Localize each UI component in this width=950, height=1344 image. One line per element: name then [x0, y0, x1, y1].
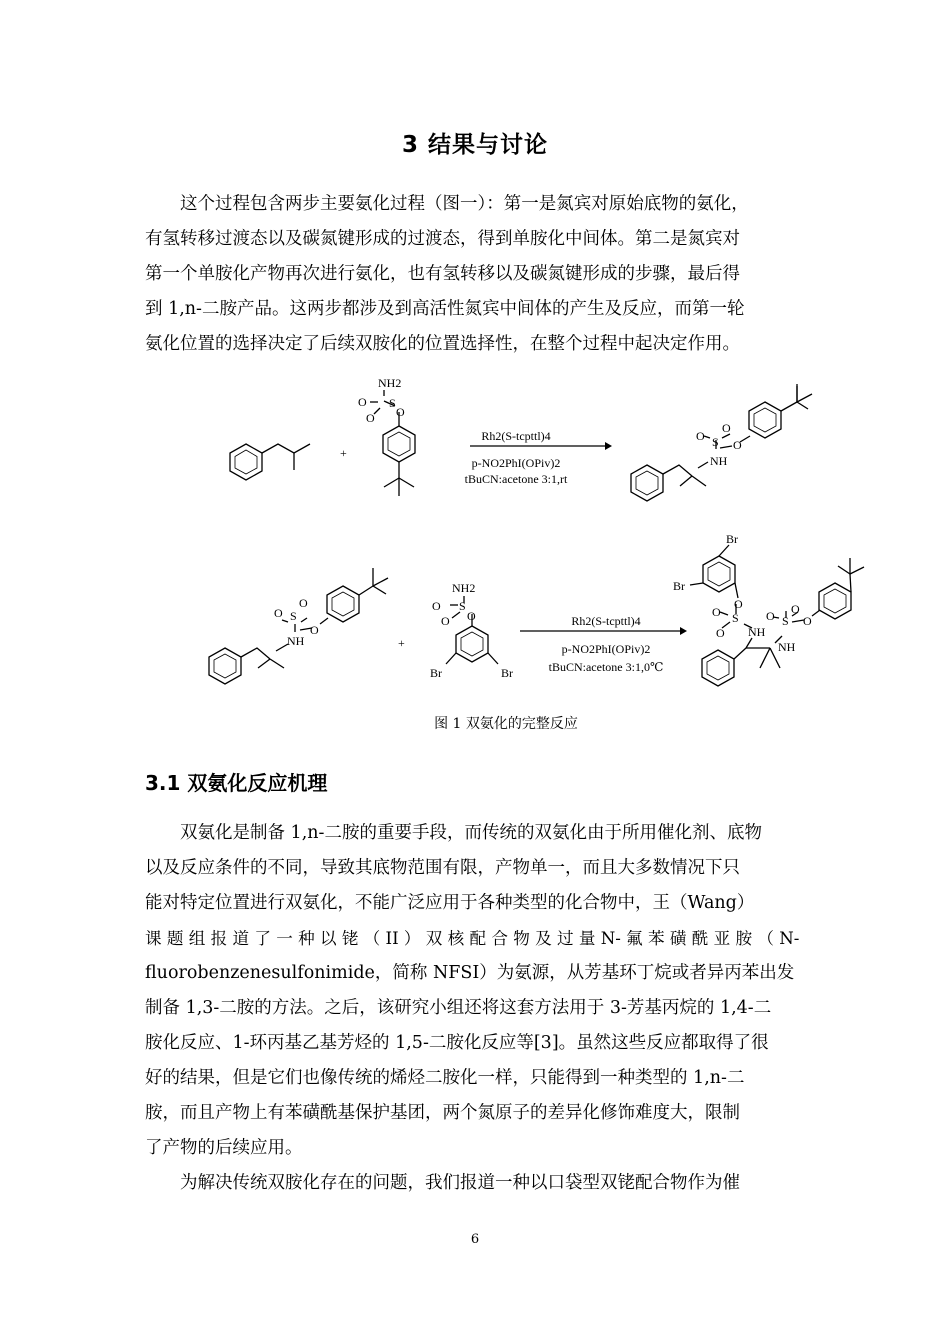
text-line: 为解决传统双胺化存在的问题，我们报道一种以口袋型双铑配合物作为催: [180, 1173, 740, 1193]
atom-label: NH: [778, 640, 796, 654]
atom-label: O: [366, 411, 375, 425]
text-line: 氨化位置的选择决定了后续双胺化的位置选择性，在整个过程中起决定作用。: [145, 334, 740, 354]
atom-label: Br: [673, 579, 685, 593]
atom-label: Br: [501, 666, 513, 680]
condition-catalyst: Rh2(S-tcpttl)4: [571, 614, 641, 628]
text-line: 双氨化是制备 1,n-二胺的重要手段，而传统的双氨化由于所用催化剂、底物: [180, 823, 762, 843]
figure-caption: 图 1 双氨化的完整反应: [434, 716, 578, 732]
atom-label: S: [389, 396, 396, 410]
plus-sign: +: [398, 636, 405, 650]
intro-paragraph: [145, 187, 810, 362]
atom-label: O: [274, 606, 283, 620]
atom-label: O: [310, 623, 319, 637]
text-line: 了产物的后续应用。: [145, 1138, 303, 1158]
atom-label: O: [467, 609, 476, 623]
text-line: 有氢转移过渡态以及碳氮键形成的过渡态，得到单胺化中间体。第二是氮宾对: [145, 229, 740, 249]
atom-label: Br: [726, 532, 738, 546]
atom-label: NH: [748, 625, 766, 639]
atom-label: S: [459, 599, 466, 613]
atom-label: NH2: [452, 581, 476, 595]
text-line: 好的结果，但是它们也像传统的烯烃二胺化一样，只能得到一种类型的 1,n-二: [145, 1068, 745, 1088]
text-line: 胺，而且产物上有苯磺酰基保护基团，两个氮原子的差异化修饰难度大，限制: [145, 1103, 740, 1123]
condition-oxidant: p-NO2PhI(OPiv)2: [471, 456, 561, 470]
condition-solvent: tBuCN:acetone 3:1,rt: [464, 472, 568, 486]
text-line: fluorobenzenesulfonimide，简称 NFSI）为氨源，从芳基环丁烷或者异丙苯出发: [145, 963, 795, 983]
atom-label: O: [712, 605, 721, 619]
subsection-title: 3.1 双氨化反应机理: [145, 771, 328, 795]
atom-label: O: [734, 597, 743, 611]
section-title: 3 结果与讨论: [401, 132, 548, 158]
atom-label: O: [716, 626, 725, 640]
atom-label: S: [290, 609, 297, 623]
text-line: 制备 1,3-二胺的方法。之后，该研究小组还将这套方法用于 3-芳基丙烷的 1,4-二: [145, 998, 772, 1018]
condition-oxidant: p-NO2PhI(OPiv)2: [561, 642, 651, 656]
page-number: 6: [470, 1232, 480, 1247]
text-line: 到 1,n-二胺产品。这两步都涉及到高活性氮宾中间体的产生及反应，而第一轮: [145, 299, 745, 319]
atom-label: O: [441, 614, 450, 628]
atom-label: NH: [710, 454, 728, 468]
atom-label: O: [733, 438, 742, 452]
isobutyl-chain: [262, 444, 310, 453]
plus-sign: +: [340, 446, 347, 460]
atom-label: NH2: [378, 376, 402, 390]
atom-label: NH: [287, 634, 305, 648]
atom-label: O: [803, 614, 812, 628]
atom-label: O: [766, 609, 775, 623]
atom-label: S: [712, 435, 719, 449]
text-line: 第一个单胺化产物再次进行氨化，也有氢转移以及碳氮键形成的步骤，最后得: [145, 264, 740, 284]
text-line: 这个过程包含两步主要氨化过程（图一）：第一是氮宾对原始底物的氨化，: [180, 194, 749, 214]
atom-label: O: [299, 596, 308, 610]
atom-label: O: [396, 405, 405, 419]
atom-label: Br: [430, 666, 442, 680]
condition-catalyst: Rh2(S-tcpttl)4: [481, 429, 551, 443]
text-line: 能对特定位置进行双氨化，不能广泛应用于各种类型的化合物中，王（Wang）: [145, 893, 755, 913]
atom-label: O: [432, 599, 441, 613]
atom-label: O: [791, 602, 800, 616]
atom-label: O: [696, 429, 705, 443]
text-line: 以及反应条件的不同，导致其底物范围有限，产物单一，而且大多数情况下只: [145, 858, 740, 878]
text-line: 胺化反应、1-环丙基乙基芳烃的 1,5-二胺化反应等[3]。虽然这些反应都取得了很: [145, 1033, 769, 1053]
atom-label: S: [732, 611, 739, 625]
text-line: 课 题 组 报 道 了 一 种 以 铑 （ II ） 双 核 配 合 物 及 过 量 N- 氟 苯 磺 酰 亚 胺 （ N-: [145, 929, 800, 948]
reaction-scheme: [0, 370, 950, 700]
atom-label: S: [782, 614, 789, 628]
condition-solvent: tBuCN:acetone 3:1,0℃: [548, 660, 664, 674]
atom-label: O: [722, 421, 731, 435]
atom-label: O: [358, 395, 367, 409]
body-paragraph: [145, 816, 810, 1201]
